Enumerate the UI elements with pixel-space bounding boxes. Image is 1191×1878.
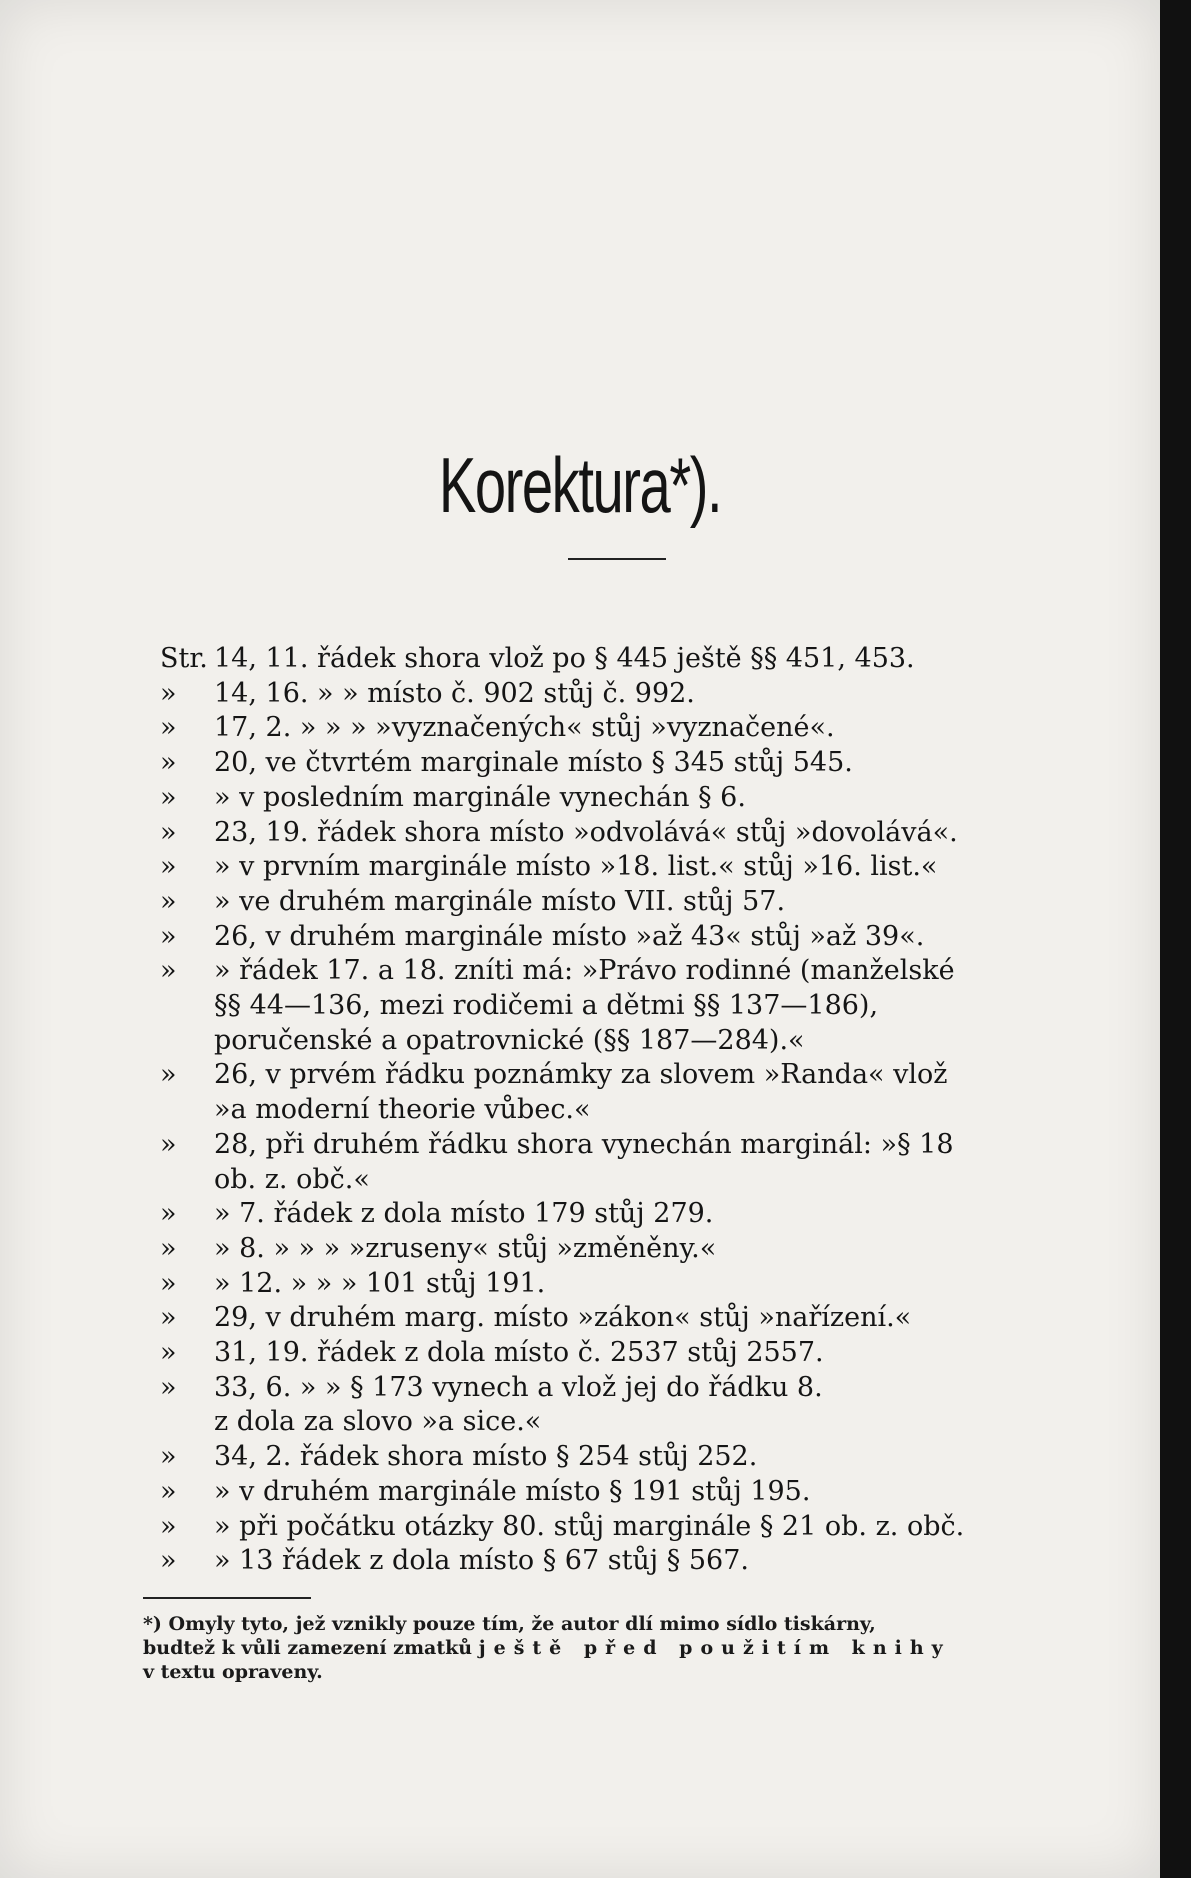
correction-line (160, 816, 1080, 851)
line-text: 34, 2. řádek shora místo § 254 stůj 252. (214, 1441, 758, 1473)
line-text: 29, v druhém marg. místo »zákon« stůj »nařízení.« (214, 1302, 912, 1334)
line-prefix: » (160, 1545, 177, 1577)
correction-line (160, 1405, 1080, 1440)
line-prefix: » (160, 1371, 177, 1403)
line-text: » řádek 17. a 18. zníti má: »Právo rodinné (manželské (214, 955, 955, 987)
footnote (143, 1612, 1068, 1684)
correction-line (160, 1093, 1080, 1128)
line-text: ob. z. obč.« (214, 1163, 370, 1195)
footnote-spaced-text: ještě před použitím knihy (478, 1637, 951, 1659)
line-text: 17, 2. » » » »vyznačených« stůj »vyznačené«. (214, 712, 835, 744)
line-prefix: » (160, 851, 177, 883)
correction-line (160, 711, 1080, 746)
line-text: 14, 16. » » místo č. 902 stůj č. 992. (214, 677, 695, 709)
footnote-text: budtež k vůli zamezení zmatků (143, 1637, 473, 1659)
line-text: §§ 44—136, mezi rodičemi a dětmi §§ 137—186), (214, 990, 879, 1022)
title-divider (568, 558, 666, 560)
line-text: 26, v druhém marginále místo »až 43« stůj »až 39«. (214, 920, 925, 952)
line-prefix: » (160, 1337, 177, 1369)
line-text: » 7. řádek z dola místo 179 stůj 279. (214, 1198, 714, 1230)
footnote-divider (143, 1597, 311, 1599)
scan-edge (1160, 0, 1191, 1878)
correction-line (160, 1024, 1080, 1059)
line-prefix (160, 1405, 214, 1440)
correction-line (160, 1544, 1080, 1579)
line-prefix: » (160, 955, 177, 987)
correction-list (160, 642, 1080, 1579)
line-text: 20, ve čtvrtém marginale místo § 345 stůj 545. (214, 747, 853, 779)
line-prefix (160, 1163, 214, 1198)
line-text: »a moderní theorie vůbec.« (214, 1094, 591, 1126)
correction-line (160, 1163, 1080, 1198)
line-text: » ve druhém marginále místo VII. stůj 57. (214, 885, 786, 917)
correction-line (160, 850, 1080, 885)
line-text: 14, 11. řádek shora vlož po § 445 ještě §§ 451, 453. (214, 643, 915, 674)
correction-line (160, 1128, 1080, 1163)
line-text: 23, 19. řádek shora místo »odvolává« stůj »dovolává«. (214, 816, 958, 848)
line-text: » 8. » » » »zruseny« stůj »změněny.« (214, 1232, 717, 1264)
line-text: » v druhém marginále místo § 191 stůj 195. (214, 1475, 811, 1507)
line-prefix: Str. (160, 643, 208, 674)
footnote-line: *) Omyly tyto, jež vznikly pouze tím, že autor dlí mimo sídlo tiskárny, (143, 1613, 876, 1635)
correction-line (160, 746, 1080, 781)
line-prefix: » (160, 1302, 177, 1334)
line-text: » při počátku otázky 80. stůj marginále § 21 ob. z. obč. (214, 1510, 965, 1542)
line-prefix: » (160, 1128, 177, 1160)
line-prefix: » (160, 781, 177, 813)
line-prefix: » (160, 1198, 177, 1230)
correction-line (160, 1058, 1080, 1093)
line-prefix: » (160, 1232, 177, 1264)
footnote-line (143, 1636, 1068, 1660)
correction-line (160, 1440, 1080, 1475)
line-prefix (160, 989, 214, 1024)
correction-line (160, 1301, 1080, 1336)
page-title: Korektura*). (438, 441, 722, 529)
line-prefix (160, 1024, 214, 1059)
correction-line (160, 642, 1080, 677)
correction-line (160, 781, 1080, 816)
line-text: 26, v prvém řádku poznámky za slovem »Randa« vlož (214, 1059, 948, 1091)
line-text: » v prvním marginále místo »18. list.« stůj »16. list.« (214, 851, 938, 883)
line-text: 28, při druhém řádku shora vynechán marginál: »§ 18 (214, 1128, 954, 1160)
line-prefix: » (160, 747, 177, 779)
line-prefix: » (160, 712, 177, 744)
correction-line (160, 677, 1080, 712)
correction-line (160, 1371, 1080, 1406)
line-text: » v posledním marginále vynechán § 6. (214, 781, 746, 813)
line-text: z dola za slovo »a sice.« (214, 1406, 542, 1438)
line-prefix: » (160, 1475, 177, 1507)
line-text: 31, 19. řádek z dola místo č. 2537 stůj 2557. (214, 1337, 824, 1369)
line-prefix (160, 1093, 214, 1128)
correction-line (160, 1197, 1080, 1232)
line-prefix: » (160, 1059, 177, 1091)
line-text: 33, 6. » » § 173 vynech a vlož jej do řádku 8. (214, 1371, 823, 1403)
correction-line (160, 1232, 1080, 1267)
correction-line (160, 1336, 1080, 1371)
line-text: poručenské a opatrovnické (§§ 187—284).« (214, 1024, 805, 1056)
line-prefix: » (160, 920, 177, 952)
line-prefix: » (160, 677, 177, 709)
correction-line (160, 920, 1080, 955)
correction-line (160, 1475, 1080, 1510)
correction-line (160, 989, 1080, 1024)
line-text: » 13 řádek z dola místo § 67 stůj § 567. (214, 1545, 749, 1577)
correction-line (160, 1267, 1080, 1302)
line-prefix: » (160, 1441, 177, 1473)
line-prefix: » (160, 1510, 177, 1542)
correction-line (160, 954, 1080, 989)
footnote-line: v textu opraveny. (143, 1661, 323, 1683)
line-text: » 12. » » » 101 stůj 191. (214, 1267, 546, 1299)
correction-line (160, 885, 1080, 920)
line-prefix: » (160, 1267, 177, 1299)
line-prefix: » (160, 816, 177, 848)
line-prefix: » (160, 885, 177, 917)
correction-line (160, 1510, 1080, 1545)
